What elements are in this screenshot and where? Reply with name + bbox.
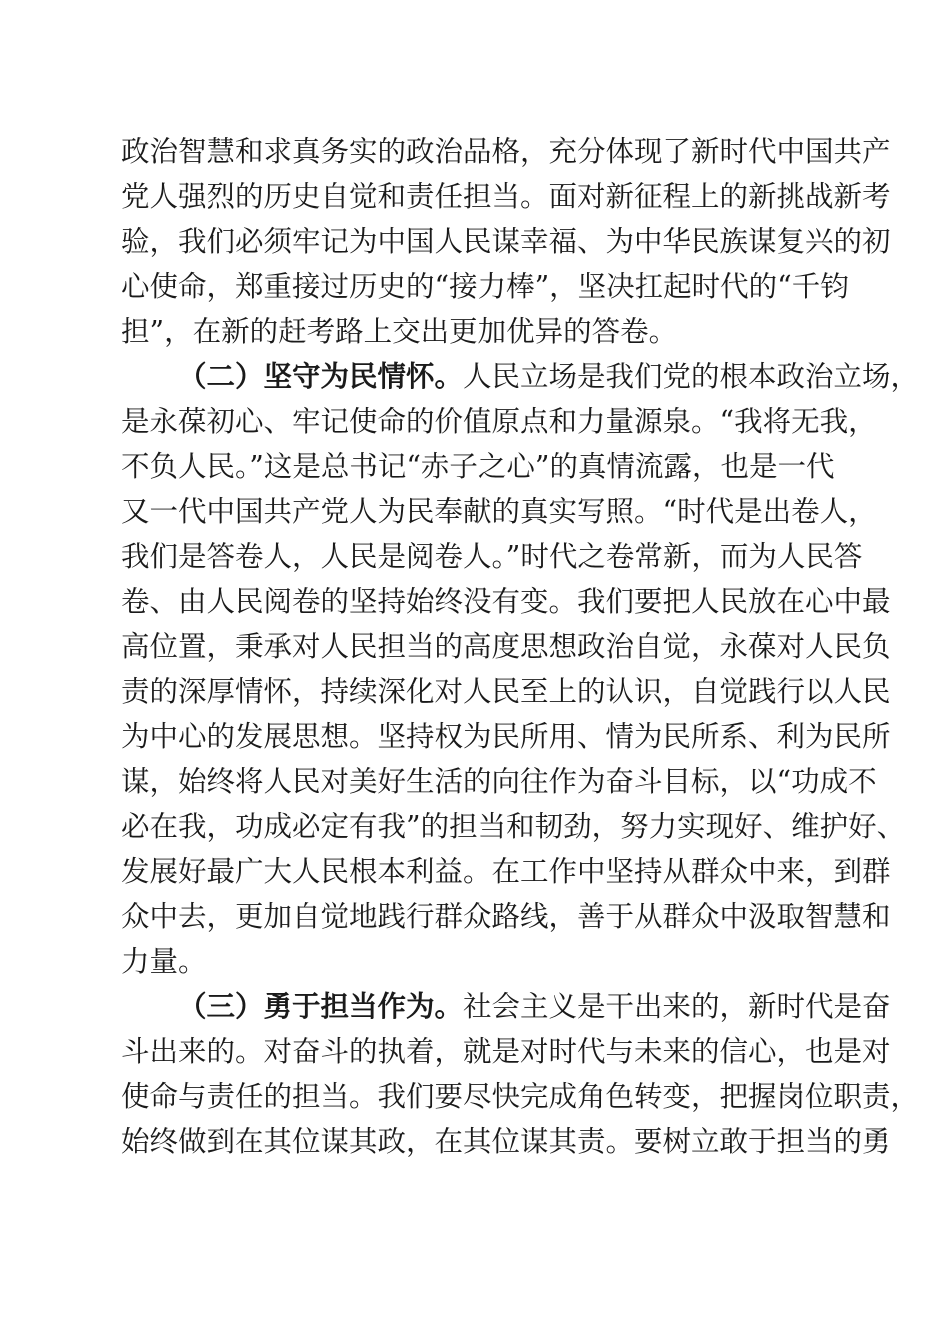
paragraph-2-line-13: 力量。 bbox=[121, 945, 207, 978]
paragraph-3-first-line-text: 社会主义是干出来的，新时代是奋 bbox=[463, 990, 891, 1023]
paragraph-3-line-3: 始终做到在其位谋其政，在其位谋其责。要树立敢于担当的勇 bbox=[121, 1125, 891, 1158]
paragraph-2-line-12: 众中去，更加自觉地践行群众路线，善于从群众中汲取智慧和 bbox=[121, 900, 891, 933]
paragraph-2-line-2: 不负人民。”这是总书记“赤子之心”的真情流露，也是一代 bbox=[121, 450, 835, 483]
paragraph-3-line-2: 使命与责任的担当。我们要尽快完成角色转变，把握岗位职责， bbox=[121, 1080, 920, 1113]
paragraph-2-line-4: 我们是答卷人，人民是阅卷人。”时代之卷常新，而为人民答 bbox=[121, 540, 863, 573]
paragraph-1-line-5: 担”，在新的赶考路上交出更加优异的答卷。 bbox=[121, 315, 678, 348]
paragraph-2-line-6: 高位置，秉承对人民担当的高度思想政治自觉，永葆对人民负 bbox=[121, 630, 891, 663]
paragraph-2-line-7: 责的深厚情怀，持续深化对人民至上的认识，自觉践行以人民 bbox=[121, 675, 891, 708]
paragraph-1-line-2: 党人强烈的历史自觉和责任担当。面对新征程上的新挑战新考 bbox=[121, 180, 891, 213]
paragraph-2-line-1: 是永葆初心、牢记使命的价值原点和力量源泉。“我将无我， bbox=[121, 405, 877, 438]
section-heading-2: （二）坚守为民情怀。 bbox=[178, 360, 464, 393]
paragraph-2-line-3: 又一代中国共产党人为民奉献的真实写照。“时代是出卷人， bbox=[121, 495, 877, 528]
paragraph-1-line-3: 验，我们必须牢记为中国人民谋幸福、为中华民族谋复兴的初 bbox=[121, 225, 891, 258]
paragraph-2-line-9: 谋，始终将人民对美好生活的向往作为奋斗目标，以“功成不 bbox=[121, 765, 877, 798]
section-heading-3: （三）勇于担当作为。 bbox=[178, 990, 464, 1023]
paragraph-2-line-11: 发展好最广大人民根本利益。在工作中坚持从群众中来，到群 bbox=[121, 855, 891, 888]
paragraph-1-line-4: 心使命，郑重接过历史的“接力棒”，坚决扛起时代的“千钧 bbox=[121, 270, 849, 303]
paragraph-2-first-line bbox=[178, 357, 920, 397]
paragraph-3-first-line bbox=[178, 987, 891, 1027]
paragraph-2-first-line-text: 人民立场是我们党的根本政治立场， bbox=[463, 360, 920, 393]
paragraph-3-line-1: 斗出来的。对奋斗的执着，就是对时代与未来的信心，也是对 bbox=[121, 1035, 891, 1068]
paragraph-2-line-8: 为中心的发展思想。坚持权为民所用、情为民所系、利为民所 bbox=[121, 720, 891, 753]
paragraph-1-line-1: 政治智慧和求真务实的政治品格，充分体现了新时代中国共产 bbox=[121, 135, 891, 168]
paragraph-2-line-10: 必在我，功成必定有我”的担当和韧劲，努力实现好、维护好、 bbox=[121, 810, 906, 843]
paragraph-2-line-5: 卷、由人民阅卷的坚持始终没有变。我们要把人民放在心中最 bbox=[121, 585, 891, 618]
